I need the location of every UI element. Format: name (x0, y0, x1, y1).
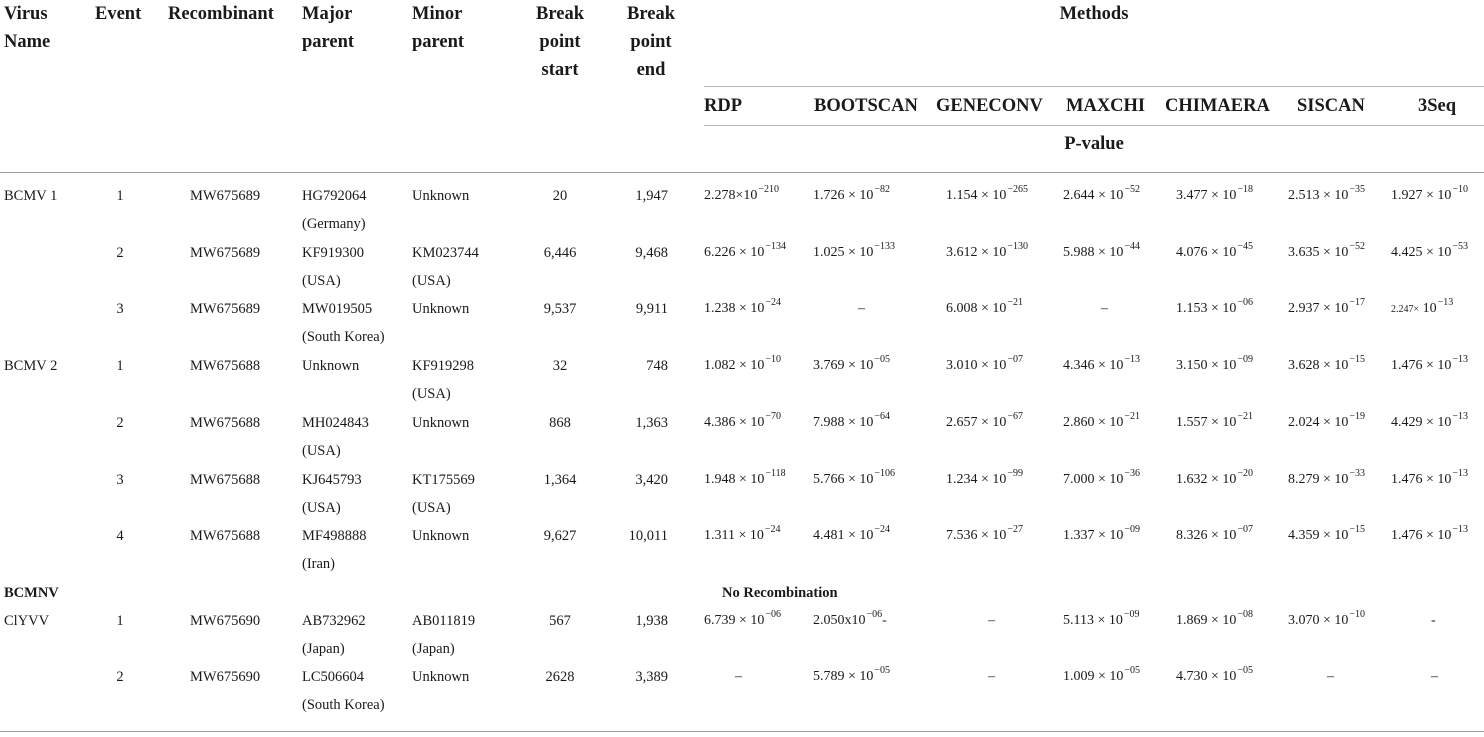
row-pvalue-bootscan (813, 663, 890, 691)
pvalue-exponent: −10 (765, 354, 782, 365)
pvalue-exponent: −21 (1007, 297, 1024, 308)
pvalue-exponent: −05 (1237, 665, 1254, 676)
pvalue-mantissa: 1.009 × 10 (1063, 669, 1124, 684)
row-pvalue-chimaera (1176, 409, 1253, 437)
pvalue-exponent: −21 (1124, 411, 1141, 422)
row-minor-parent-id: Unknown (412, 415, 470, 431)
rule-table-bottom (0, 731, 1484, 732)
row-pvalue-bootscan (813, 522, 890, 550)
header-event: Event (95, 4, 142, 24)
pvalue-exponent: −99 (1007, 468, 1024, 479)
row-virus-name: BCMV 1 (4, 188, 58, 204)
row-pvalue-rdp (704, 466, 786, 494)
bcmnv-note: No Recombination (722, 585, 838, 601)
row-pvalue-siscan (1288, 522, 1365, 550)
row-minor-parent-id: KT175569 (412, 472, 475, 488)
pvalue-mantissa: 4.076 × 10 (1176, 245, 1237, 260)
pvalue-exponent: −53 (1452, 241, 1469, 252)
row-pvalue-maxchi (1063, 663, 1140, 691)
pvalue-exponent: −06 (866, 609, 883, 620)
pvalue-mantissa: 2.644 × 10 (1063, 188, 1124, 203)
row-break-start: 32 (552, 358, 568, 374)
row-pvalue-3seq (1391, 239, 1468, 267)
pvalue-exponent: −05 (874, 354, 891, 365)
pvalue-exponent: −17 (1349, 297, 1366, 308)
row-major-parent-id: MF498888 (302, 528, 367, 544)
row-minor-parent-country: (USA) (412, 500, 451, 516)
row-pvalue-maxchi (1063, 182, 1140, 210)
pvalue-exponent: −05 (874, 665, 891, 676)
pvalue-exponent: −09 (1123, 609, 1140, 620)
pvalue-mantissa: 4.425 × 10 (1391, 245, 1452, 260)
row-major-parent-id: AB732962 (302, 613, 366, 629)
pvalue-exponent: −13 (1437, 297, 1454, 308)
row-pvalue-geneconv (988, 663, 995, 691)
pvalue-mantissa: 2.860 × 10 (1063, 415, 1124, 430)
pvalue-mantissa: 7.000 × 10 (1063, 472, 1124, 487)
rule-pvalue (704, 125, 1484, 126)
row-pvalue-chimaera (1176, 607, 1253, 635)
pvalue-exponent: −24 (764, 524, 781, 535)
row-pvalue-rdp (704, 239, 786, 267)
pvalue-mantissa: 4.730 × 10 (1176, 669, 1237, 684)
pvalue-exponent: −06 (1237, 297, 1254, 308)
pvalue-mantissa: 6.008 × 10 (946, 301, 1007, 316)
pvalue-mantissa: 1.869 × 10 (1176, 613, 1237, 628)
row-major-parent-id: LC506604 (302, 669, 365, 685)
row-pvalue-chimaera (1176, 466, 1253, 494)
pvalue-mantissa: 2.024 × 10 (1288, 415, 1349, 430)
row-break-end: 9,468 (635, 245, 668, 261)
row-event: 3 (116, 301, 124, 317)
row-break-start: 9,627 (543, 528, 577, 544)
header-method-chimaera: CHIMAERA (1165, 96, 1270, 116)
row-event: 3 (116, 472, 124, 488)
row-pvalue-geneconv (946, 239, 1028, 267)
pvalue-dash: – (1431, 669, 1438, 684)
pvalue-exponent: −13 (1452, 468, 1469, 479)
bcmnv-virus-name: BCMNV (4, 585, 59, 601)
row-pvalue-geneconv (988, 607, 995, 635)
pvalue-mantissa: 1.082 × 10 (704, 358, 765, 373)
header-method-siscan: SISCAN (1297, 96, 1365, 116)
pvalue-mantissa: 1.476 × 10 (1391, 472, 1452, 487)
row-recombinant: MW675688 (190, 358, 261, 374)
row-minor-parent-id: Unknown (412, 188, 470, 204)
row-major-parent-id: Unknown (302, 358, 360, 374)
header-major-parent: Major parent (302, 4, 355, 52)
pvalue-exponent: −265 (1007, 184, 1029, 195)
pvalue-mantissa: 1.153 × 10 (1176, 301, 1237, 316)
pvalue-exponent: −82 (874, 184, 891, 195)
row-pvalue-geneconv (946, 182, 1028, 210)
pvalue-mantissa: 4.481 × 10 (813, 528, 874, 543)
pvalue-exponent: −44 (1124, 241, 1141, 252)
row-pvalue-bootscan (813, 239, 895, 267)
row-pvalue-rdp (704, 295, 781, 323)
row-break-start: 868 (549, 415, 571, 431)
pvalue-mantissa: 1.025 × 10 (813, 245, 874, 260)
header-method-rdp: RDP (704, 96, 743, 116)
pvalue-exponent: −134 (765, 241, 787, 252)
row-pvalue-chimaera (1176, 663, 1253, 691)
pvalue-exponent: −15 (1349, 354, 1366, 365)
row-pvalue-3seq (1431, 607, 1436, 635)
row-pvalue-bootscan (858, 295, 865, 323)
pvalue-mantissa: 5.988 × 10 (1063, 245, 1124, 260)
row-minor-parent-id: Unknown (412, 301, 470, 317)
pvalue-exponent: −13 (1452, 524, 1469, 535)
row-pvalue-siscan (1288, 295, 1365, 323)
row-pvalue-3seq (1391, 409, 1468, 437)
row-break-end: 1,947 (635, 188, 668, 204)
pvalue-mantissa: 1.234 × 10 (946, 472, 1007, 487)
header-method-3seq: 3Seq (1418, 96, 1457, 116)
row-recombinant: MW675688 (190, 415, 261, 431)
row-event: 1 (116, 613, 124, 629)
row-pvalue-rdp (704, 522, 781, 550)
pvalue-exponent: −09 (1237, 354, 1254, 365)
pvalue-mantissa: 1.337 × 10 (1063, 528, 1124, 543)
pvalue-exponent: −52 (1349, 241, 1366, 252)
pvalue-mantissa: 3.635 × 10 (1288, 245, 1349, 260)
row-break-start: 567 (549, 613, 571, 629)
row-recombinant: MW675690 (190, 613, 261, 629)
row-major-parent-id: MW019505 (302, 301, 373, 317)
row-pvalue-chimaera (1176, 522, 1253, 550)
pvalue-mantissa: 3.070 × 10 (1288, 613, 1349, 628)
pvalue-mantissa: 1.948 × 10 (704, 472, 765, 487)
row-pvalue-3seq (1391, 352, 1468, 380)
pvalue-mantissa: 2.050x10 (813, 613, 866, 628)
row-pvalue-rdp (704, 607, 781, 635)
pvalue-dash: – (1327, 669, 1334, 684)
row-minor-parent-id: Unknown (412, 669, 470, 685)
pvalue-suffix: - (882, 613, 887, 628)
row-pvalue-maxchi (1063, 409, 1140, 437)
row-pvalue-geneconv (946, 352, 1023, 380)
row-break-end: 748 (646, 358, 668, 374)
pvalue-mantissa: 1.238 × 10 (704, 301, 765, 316)
pvalue-exponent: −64 (874, 411, 891, 422)
pvalue-mantissa: 4.386 × 10 (704, 415, 765, 430)
pvalue-mantissa: 5.113 × 10 (1063, 613, 1123, 628)
pvalue-mantissa: 1.476 × 10 (1391, 528, 1452, 543)
pvalue-mantissa: 1.311 × 10 (704, 528, 764, 543)
row-pvalue-bootscan (813, 182, 890, 210)
row-break-end: 10,011 (628, 528, 668, 544)
pvalue-exponent: −210 (758, 184, 780, 195)
row-break-start: 2628 (545, 669, 575, 685)
row-major-parent-country: (USA) (302, 443, 341, 459)
row-pvalue-geneconv (946, 295, 1023, 323)
row-minor-parent-id: AB011819 (412, 613, 476, 629)
row-pvalue-3seq (1391, 522, 1468, 550)
pvalue-mantissa: 3.010 × 10 (946, 358, 1007, 373)
row-break-start: 20 (552, 188, 568, 204)
pvalue-exponent: −10 (1349, 609, 1366, 620)
row-recombinant: MW675688 (190, 472, 261, 488)
pvalue-mantissa: 3.477 × 10 (1176, 188, 1237, 203)
pvalue-exponent: −35 (1349, 184, 1366, 195)
row-pvalue-3seq (1391, 182, 1468, 210)
row-pvalue-chimaera (1176, 352, 1253, 380)
row-pvalue-rdp (704, 182, 779, 210)
pvalue-base: 10 (1419, 301, 1437, 316)
pvalue-mantissa: 5.789 × 10 (813, 669, 874, 684)
header-methods: Methods (1059, 4, 1129, 24)
row-minor-parent-id: KM023744 (412, 245, 479, 261)
pvalue-exponent: −13 (1124, 354, 1141, 365)
row-pvalue-maxchi (1063, 352, 1140, 380)
pvalue-dash: - (1431, 613, 1436, 628)
row-major-parent-country: (South Korea) (302, 697, 385, 713)
pvalue-exponent: −52 (1124, 184, 1141, 195)
row-minor-parent-id: Unknown (412, 528, 470, 544)
row-major-parent-id: MH024843 (302, 415, 369, 431)
rule-header-bottom (0, 172, 1484, 173)
row-pvalue-geneconv (946, 409, 1023, 437)
row-major-parent-country: (Germany) (302, 216, 366, 232)
row-pvalue-siscan (1288, 607, 1365, 635)
pvalue-mantissa: 3.628 × 10 (1288, 358, 1349, 373)
row-minor-parent-country: (USA) (412, 386, 451, 402)
header-method-maxchi: MAXCHI (1066, 96, 1146, 116)
row-pvalue-3seq (1431, 663, 1438, 691)
row-break-start: 9,537 (543, 301, 577, 317)
pvalue-mantissa: 3.769 × 10 (813, 358, 874, 373)
pvalue-mantissa: 5.766 × 10 (813, 472, 874, 487)
pvalue-dash: – (988, 613, 995, 628)
pvalue-exponent: −13 (1452, 411, 1469, 422)
row-pvalue-siscan (1288, 352, 1365, 380)
row-recombinant: MW675689 (190, 301, 261, 317)
pvalue-exponent: −21 (1237, 411, 1254, 422)
pvalue-mantissa: 1.476 × 10 (1391, 358, 1452, 373)
row-break-end: 1,363 (635, 415, 668, 431)
pvalue-exponent: −19 (1349, 411, 1366, 422)
header-virus-name: Virus Name (4, 4, 51, 52)
pvalue-mantissa: 4.429 × 10 (1391, 415, 1452, 430)
row-pvalue-bootscan (813, 607, 887, 635)
row-minor-parent-country: (Japan) (412, 641, 455, 657)
pvalue-dash: – (735, 669, 742, 684)
row-event: 1 (116, 358, 124, 374)
pvalue-exponent: −18 (1237, 184, 1254, 195)
row-event: 2 (116, 415, 124, 431)
pvalue-exponent: −118 (765, 468, 786, 479)
pvalue-mantissa: 1.726 × 10 (813, 188, 874, 203)
row-major-parent-country: (USA) (302, 500, 341, 516)
row-pvalue-maxchi (1063, 466, 1140, 494)
row-pvalue-rdp (735, 663, 742, 691)
pvalue-mantissa: 2.247× (1391, 304, 1420, 315)
row-major-parent-country: (Japan) (302, 641, 345, 657)
pvalue-mantissa: 1.557 × 10 (1176, 415, 1237, 430)
row-pvalue-geneconv (946, 522, 1023, 550)
pvalue-mantissa: 2.937 × 10 (1288, 301, 1349, 316)
row-pvalue-siscan (1288, 182, 1365, 210)
row-event: 2 (116, 669, 124, 685)
row-major-parent-id: KJ645793 (302, 472, 362, 488)
pvalue-exponent: −05 (1124, 665, 1141, 676)
row-pvalue-maxchi (1063, 607, 1140, 635)
pvalue-mantissa: 2.513 × 10 (1288, 188, 1349, 203)
row-virus-name: ClYVV (4, 613, 50, 629)
pvalue-mantissa: 1.927 × 10 (1391, 188, 1452, 203)
pvalue-exponent: −08 (1237, 609, 1254, 620)
row-pvalue-bootscan (813, 409, 890, 437)
pvalue-mantissa: 2.657 × 10 (946, 415, 1007, 430)
pvalue-exponent: −15 (1349, 524, 1366, 535)
row-major-parent-country: (USA) (302, 273, 341, 289)
pvalue-exponent: −07 (1237, 524, 1254, 535)
row-recombinant: MW675690 (190, 669, 261, 685)
header-method-geneconv: GENECONV (936, 96, 1043, 116)
pvalue-exponent: −106 (874, 468, 896, 479)
row-pvalue-3seq (1391, 466, 1468, 494)
pvalue-mantissa: 8.279 × 10 (1288, 472, 1349, 487)
pvalue-exponent: −133 (874, 241, 896, 252)
pvalue-exponent: −06 (765, 609, 782, 620)
row-pvalue-3seq (1391, 295, 1453, 324)
row-major-parent-id: HG792064 (302, 188, 367, 204)
pvalue-mantissa: 1.632 × 10 (1176, 472, 1237, 487)
pvalue-exponent: −24 (765, 297, 782, 308)
pvalue-exponent: −45 (1237, 241, 1254, 252)
row-major-parent-id: KF919300 (302, 245, 365, 261)
row-recombinant: MW675689 (190, 188, 261, 204)
row-pvalue-siscan (1327, 663, 1334, 691)
pvalue-mantissa: 7.536 × 10 (946, 528, 1007, 543)
pvalue-dash: – (1101, 301, 1108, 316)
pvalue-mantissa: 8.326 × 10 (1176, 528, 1237, 543)
row-pvalue-siscan (1288, 409, 1365, 437)
row-break-end: 3,389 (635, 669, 668, 685)
row-break-start: 6,446 (543, 245, 577, 261)
row-break-start: 1,364 (543, 472, 577, 488)
row-break-end: 1,938 (635, 613, 668, 629)
header-method-bootscan: BOOTSCAN (814, 96, 918, 116)
header-recombinant: Recombinant (168, 4, 274, 24)
row-minor-parent-country: (USA) (412, 273, 451, 289)
pvalue-mantissa: 2.278×10 (704, 188, 758, 203)
pvalue-exponent: −27 (1007, 524, 1024, 535)
row-break-end: 3,420 (635, 472, 668, 488)
row-pvalue-rdp (704, 352, 781, 380)
pvalue-dash: – (858, 301, 865, 316)
pvalue-exponent: −09 (1124, 524, 1141, 535)
row-recombinant: MW675689 (190, 245, 261, 261)
pvalue-mantissa: 3.150 × 10 (1176, 358, 1237, 373)
pvalue-mantissa: 6.739 × 10 (704, 613, 765, 628)
pvalue-mantissa: 4.359 × 10 (1288, 528, 1349, 543)
row-minor-parent-id: KF919298 (412, 358, 475, 374)
row-event: 4 (116, 528, 124, 544)
row-pvalue-siscan (1288, 466, 1365, 494)
rule-methods (704, 86, 1484, 87)
pvalue-exponent: −10 (1452, 184, 1469, 195)
pvalue-exponent: −67 (1007, 411, 1024, 422)
pvalue-exponent: −13 (1452, 354, 1469, 365)
pvalue-exponent: −70 (765, 411, 782, 422)
row-pvalue-bootscan (813, 466, 895, 494)
row-pvalue-siscan (1288, 239, 1365, 267)
row-event: 2 (116, 245, 124, 261)
row-pvalue-chimaera (1176, 182, 1253, 210)
row-event: 1 (116, 188, 124, 204)
row-pvalue-maxchi (1063, 522, 1140, 550)
row-pvalue-chimaera (1176, 239, 1253, 267)
header-pvalue: P-value (1064, 134, 1124, 154)
pvalue-mantissa: 6.226 × 10 (704, 245, 765, 260)
row-major-parent-country: (Iran) (302, 556, 336, 572)
pvalue-exponent: −07 (1007, 354, 1024, 365)
row-break-end: 9,911 (635, 301, 668, 317)
row-pvalue-rdp (704, 409, 781, 437)
pvalue-exponent: −24 (874, 524, 891, 535)
row-pvalue-chimaera (1176, 295, 1253, 323)
row-virus-name: BCMV 2 (4, 358, 58, 374)
row-major-parent-country: (South Korea) (302, 329, 385, 345)
header-break-start: Break point start (536, 4, 584, 80)
header-minor-parent: Minor parent (412, 4, 465, 52)
pvalue-mantissa: 3.612 × 10 (946, 245, 1007, 260)
pvalue-mantissa: 4.346 × 10 (1063, 358, 1124, 373)
pvalue-mantissa: 1.154 × 10 (946, 188, 1007, 203)
pvalue-mantissa: 7.988 × 10 (813, 415, 874, 430)
pvalue-exponent: −36 (1124, 468, 1141, 479)
pvalue-exponent: −33 (1349, 468, 1366, 479)
pvalue-exponent: −130 (1007, 241, 1029, 252)
row-pvalue-geneconv (946, 466, 1023, 494)
pvalue-dash: – (988, 669, 995, 684)
row-pvalue-bootscan (813, 352, 890, 380)
row-pvalue-maxchi (1063, 239, 1140, 267)
header-break-end: Break point end (627, 4, 675, 80)
row-recombinant: MW675688 (190, 528, 261, 544)
row-pvalue-maxchi (1101, 295, 1108, 323)
pvalue-exponent: −20 (1237, 468, 1254, 479)
